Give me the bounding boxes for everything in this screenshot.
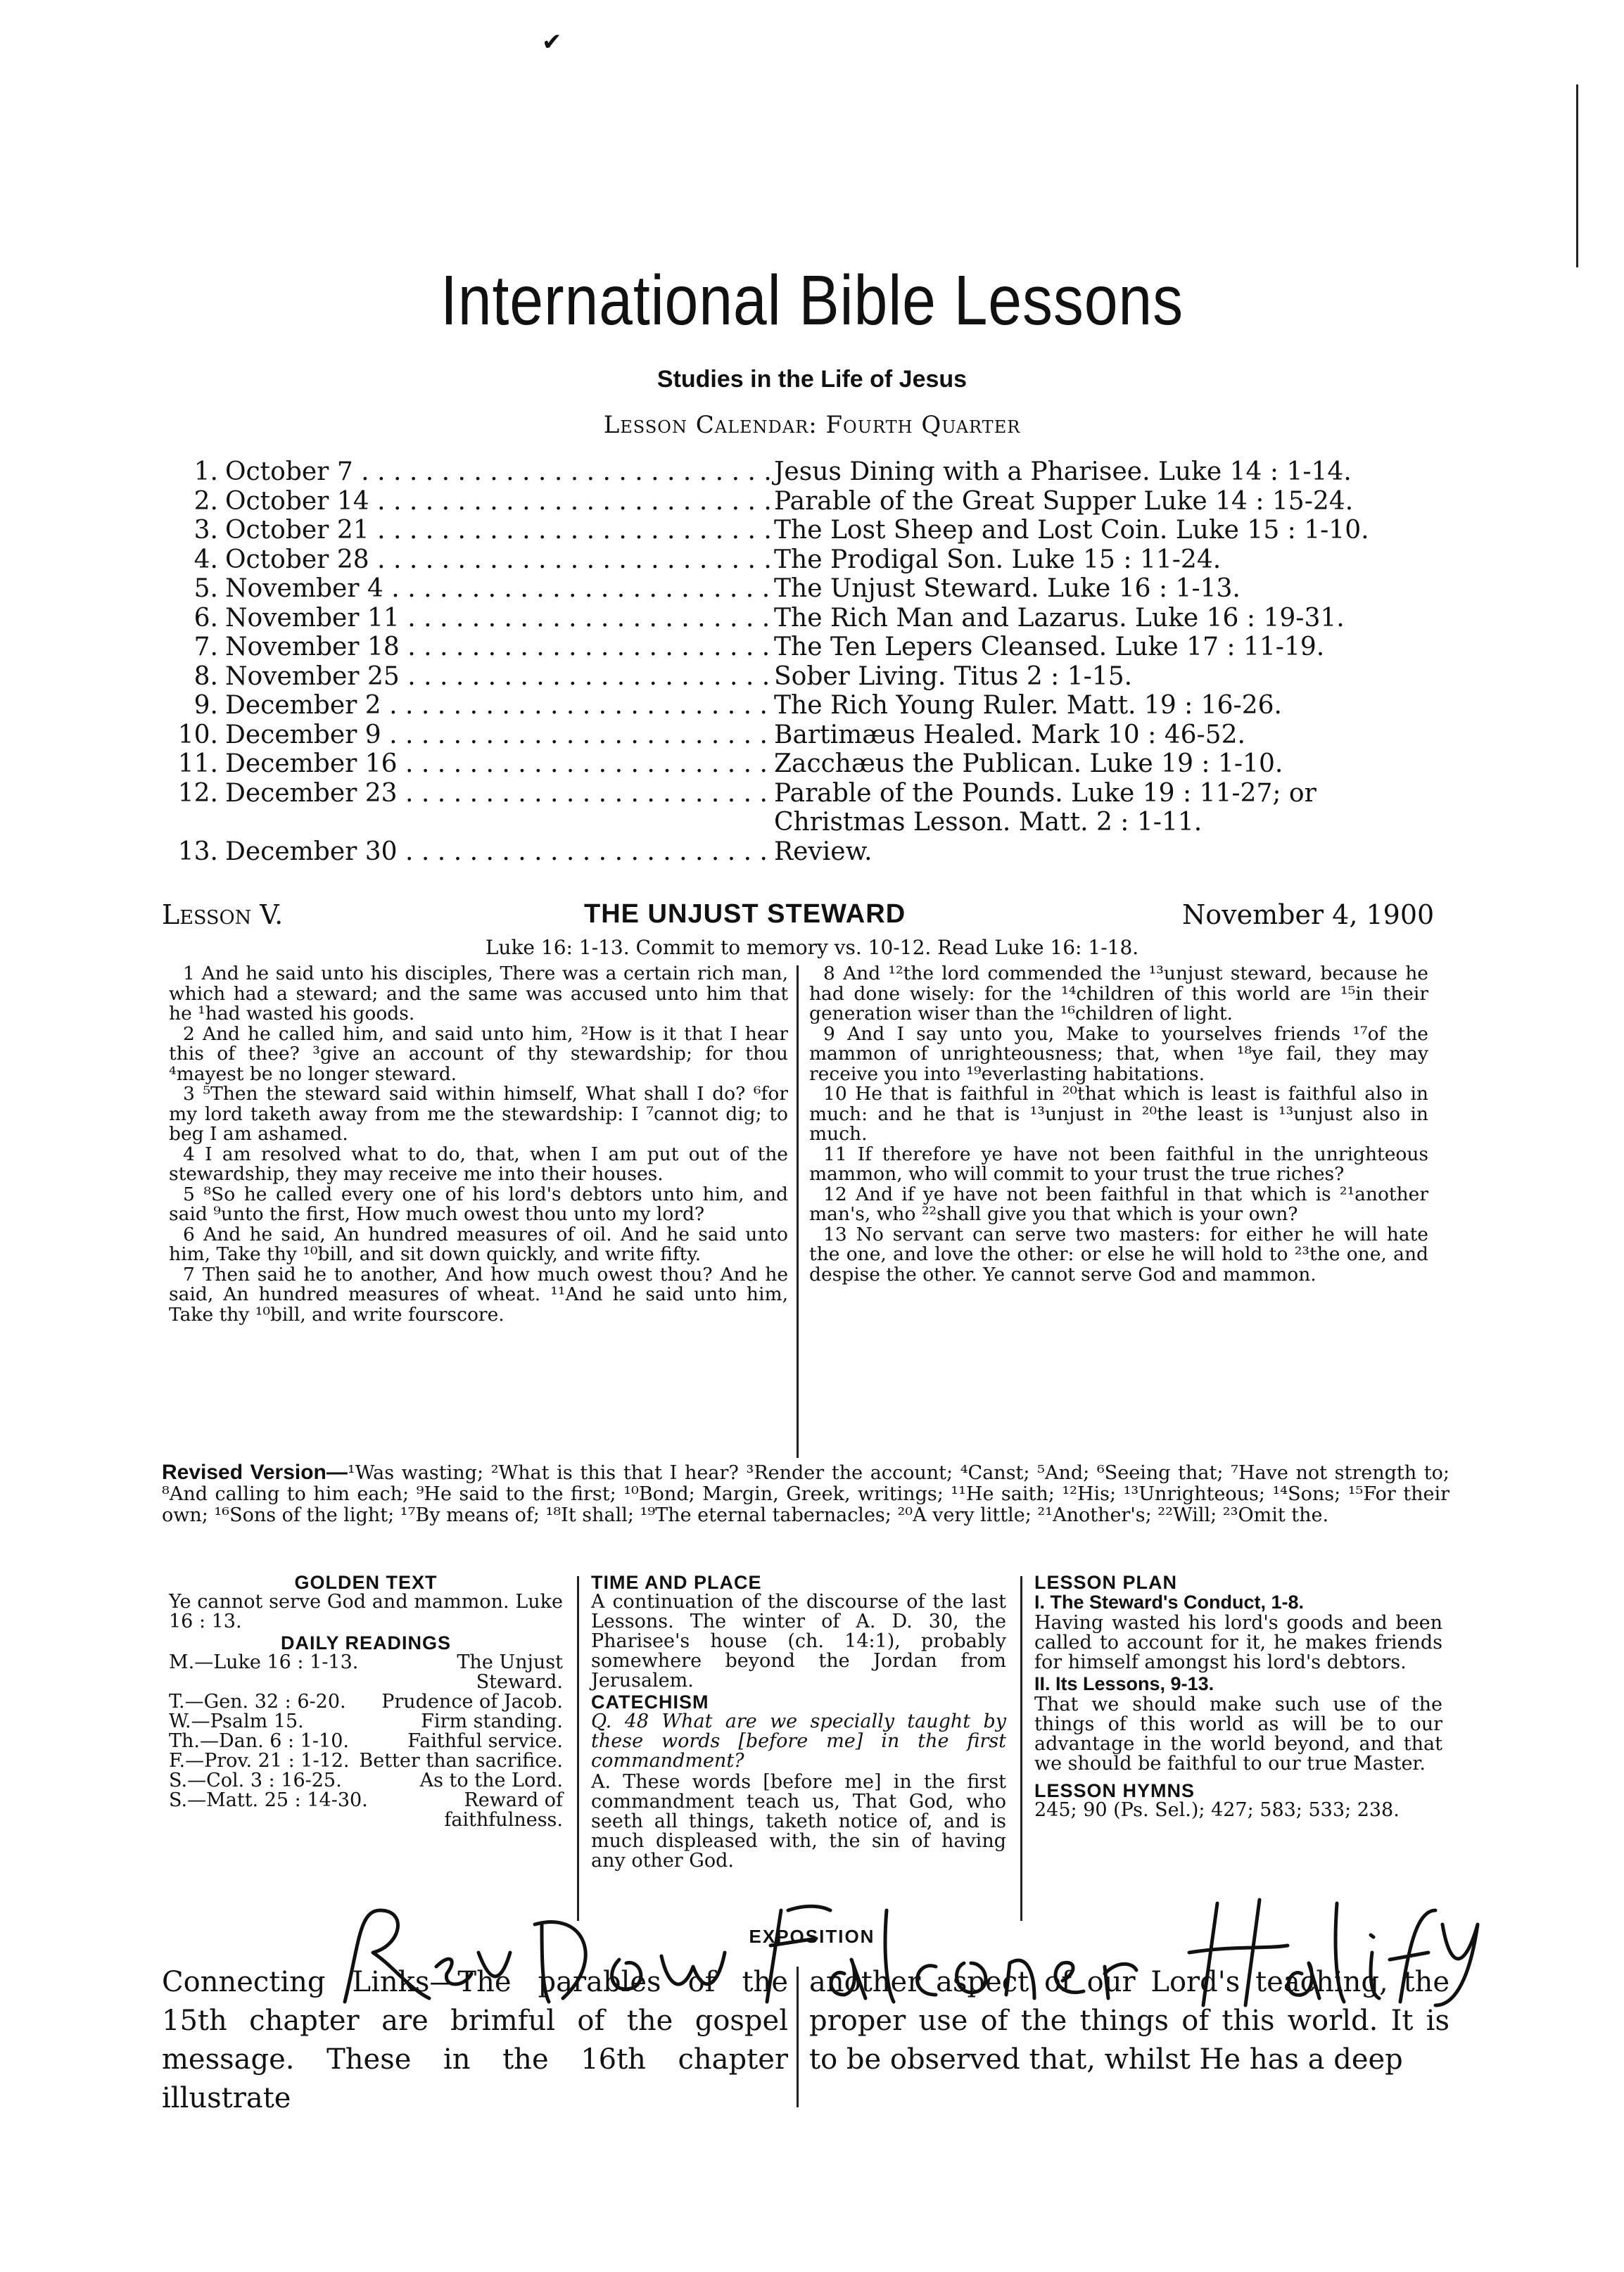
plan-part2-title: II. Its Lessons, 9-13. <box>1034 1673 1214 1694</box>
scripture-verse: 13 No servant can serve two masters: for either he will hate the one, and love the other: or else he will hold to ²³the one, and despise the other. Ye cannot serve God and mammon. <box>809 1223 1428 1286</box>
lesson-plan-heading: LESSON PLAN <box>1034 1572 1178 1593</box>
calendar-lesson: Sober Living. Titus 2 : 1-15. <box>774 661 1133 691</box>
calendar-lesson: Parable of the Great Supper Luke 14 : 15-24. <box>774 486 1354 516</box>
calendar-date <box>225 662 774 692</box>
calendar-lesson: The Rich Man and Lazarus. Luke 16 : 19-31. <box>774 603 1345 633</box>
golden-text-column <box>169 1573 563 1830</box>
plan-part1-title: I. The Steward's Conduct, 1-8. <box>1034 1592 1304 1613</box>
calendar-row <box>176 837 1464 867</box>
catechism-question: Q. 48 What are we specially taught by these words [before me] in the first commandment? <box>591 1711 1006 1772</box>
scripture-verse: 1 And he said unto his disciples, There was a certain rich man, which had a steward; and the same was accused unto him that he ¹had wasted his goods. <box>169 963 788 1024</box>
calendar-number: 4. <box>194 545 218 574</box>
calendar-date <box>225 516 774 545</box>
calendar-number: 6. <box>194 603 218 633</box>
plan-part2-text: That we should make such use of the things of this world as will be to our advantage in the world beyond, and that we should be faithful to our true Master. <box>1034 1694 1442 1775</box>
calendar-date <box>225 633 774 662</box>
calendar-number: 2. <box>194 486 218 516</box>
scripture-verse: 3 ⁵Then the steward said within himself, What shall I do? ⁶for my lord taketh away from me the stewardship: I ⁷cannot dig; to beg I am ashamed. <box>169 1083 788 1145</box>
calendar-date-text: October 7 <box>225 457 353 486</box>
exposition-heading: EXPOSITION <box>749 1926 875 1947</box>
daily-readings-heading: DAILY READINGS <box>280 1632 452 1654</box>
calendar-row <box>176 749 1464 779</box>
calendar-date <box>225 545 774 575</box>
scripture-left-column <box>169 964 788 1325</box>
daily-reading <box>169 1751 563 1771</box>
time-place-text: A continuation of the discourse of the last Lessons. The winter of A. D. 30, the Pharisee's house (ch. 14:1), probably somewhere beyond the Jordan from Jerusalem. <box>591 1591 1006 1692</box>
reading-title: As to the Lord. <box>419 1770 563 1791</box>
reading-reference: Th.—Dan. 6 : 1-10. <box>169 1730 349 1752</box>
calendar-number: 9. <box>194 691 218 720</box>
reading-reference: F.—Prov. 21 : 1-12. <box>169 1750 350 1772</box>
catechism-heading: CATECHISM <box>591 1692 709 1713</box>
lesson-hymns-text: 245; 90 (Ps. Sel.); 427; 583; 533; 238. <box>1034 1799 1400 1821</box>
calendar-number: 13. <box>177 837 218 866</box>
calendar-number: 12. <box>177 778 218 808</box>
calendar-date-text: December 16 <box>225 749 398 778</box>
reading-title: Reward of faithfulness. <box>444 1789 563 1831</box>
calendar-row <box>176 808 1464 837</box>
scripture-verse: 2 And he called him, and said unto him, ²How is it that I hear this of thee? ³give an account of thy stewardship; for thou ⁴mayest be no longer steward. <box>169 1022 788 1085</box>
calendar-date-text: November 18 <box>225 633 400 661</box>
lesson-title: THE UNJUST STEWARD <box>584 899 906 929</box>
daily-reading <box>169 1692 563 1712</box>
calendar-date-text: December 2 <box>225 691 381 720</box>
page-subtitle: Studies in the Life of Jesus <box>656 366 968 393</box>
reading-reference: M.—Luke 16 : 1-13. <box>169 1651 359 1673</box>
calendar-date-text: October 14 <box>225 486 369 516</box>
calendar-date <box>225 457 774 487</box>
calendar-date-text: November 25 <box>225 661 400 691</box>
calendar-date <box>225 721 774 750</box>
scripture-right-column <box>809 964 1428 1285</box>
daily-reading <box>169 1791 563 1830</box>
scripture-verse: 12 And if ye have not been faithful in that which is ²¹another man's, who ²²shall give you that which is your own? <box>809 1183 1428 1225</box>
scripture-verse: 6 And he said, An hundred measures of oil. And he said unto him, Take thy ¹⁰bill, and sit down quickly, and write fifty. <box>169 1223 788 1265</box>
calendar-lesson: Jesus Dining with a Pharisee. Luke 14 : 1-14. <box>774 457 1352 486</box>
plan-part1-text: Having wasted his lord's goods and been called to account for it, he makes friends for himself amongst his lord's debtors. <box>1034 1612 1442 1673</box>
calendar-date-text: December 23 <box>225 778 398 808</box>
calendar-lesson: The Unjust Steward. Luke 16 : 1-13. <box>774 574 1241 603</box>
lesson-label: Lesson V. <box>162 899 284 930</box>
reading-reference: S.—Matt. 25 : 14-30. <box>169 1789 368 1811</box>
lesson-hymns-heading: LESSON HYMNS <box>1034 1780 1195 1801</box>
calendar-date-text: October 28 <box>225 545 369 574</box>
scripture-verse: 10 He that is faithful in ²⁰that which is least is faithful also in much: and he that is ¹³unjust in ²⁰the least is ¹³unjust also in much. <box>809 1083 1428 1145</box>
calendar-lesson: The Lost Sheep and Lost Coin. Luke 15 : 1-10. <box>774 516 1369 545</box>
calendar-row <box>176 633 1464 662</box>
calendar-date <box>225 749 774 779</box>
calendar-number: 7. <box>194 633 218 661</box>
golden-text: Ye cannot serve God and mammon. Luke 16 : 13. <box>169 1591 563 1632</box>
reading-title: Better than sacrifice. <box>359 1750 563 1772</box>
time-place-heading: TIME AND PLACE <box>591 1572 762 1593</box>
calendar-number: 3. <box>194 516 218 545</box>
calendar-date-text: December 30 <box>225 837 398 866</box>
scripture-verse: 9 And I say unto you, Make to yourselves friends ¹⁷of the mammon of unrighteousness; that, when ¹⁸ye fail, they may receive you into ¹⁹everlasting habitations. <box>809 1022 1428 1085</box>
daily-reading <box>169 1732 563 1751</box>
handwritten-signature <box>331 1882 1492 2009</box>
calendar-row <box>176 574 1464 604</box>
reading-title: Faithful service. <box>407 1730 563 1752</box>
lesson-plan-column <box>1034 1573 1442 1822</box>
calendar-row <box>176 779 1464 808</box>
calendar-row <box>176 662 1464 692</box>
page-title: International Bible Lessons <box>440 261 1184 340</box>
print-mark: ✔ <box>542 28 562 56</box>
calendar-lesson: Zacchæus the Publican. Luke 19 : 1-10. <box>774 749 1283 778</box>
calendar-lesson: The Rich Young Ruler. Matt. 19 : 16-26. <box>774 691 1282 720</box>
calendar-row <box>176 691 1464 721</box>
scripture-verse: 7 Then said he to another, And how much owest thou? And he said, An hundred measures of wheat. ¹¹And he said unto him, Take thy ¹⁰bill, and write fourscore. <box>169 1263 788 1326</box>
column-divider <box>1020 1576 1022 1921</box>
exposition-left-column: Connecting Links—The parables of the 15th chapter are brimful of the gospel message. These in the 16th chapter illustrate <box>162 1966 788 2114</box>
column-divider <box>797 965 799 1458</box>
lesson-calendar <box>176 457 1464 866</box>
exposition-right-column: another aspect of our Lord's teaching, the proper use of the things of this world. It is to be observed that, whilst He has a deep <box>809 1966 1449 2076</box>
reading-reference: T.—Gen. 32 : 6-20. <box>169 1691 346 1713</box>
calendar-date <box>225 574 774 604</box>
calendar-lesson: Bartimæus Healed. Mark 10 : 46-52. <box>774 720 1245 749</box>
calendar-date <box>225 779 774 808</box>
column-divider <box>577 1576 579 1921</box>
calendar-row <box>176 604 1464 633</box>
calendar-date-text: December 9 <box>225 720 381 749</box>
calendar-row <box>176 516 1464 545</box>
revised-version <box>162 1462 1449 1526</box>
catechism-answer: A. These words [before me] in the first commandment teach us, That God, who seeth all things, taketh notice of, and is much displeased with, the sin of having any other God. <box>591 1771 1006 1872</box>
golden-text-heading: GOLDEN TEXT <box>294 1572 438 1593</box>
daily-reading <box>169 1771 563 1791</box>
reading-title: Prudence of Jacob. <box>381 1691 563 1713</box>
scripture-verse: 8 And ¹²the lord commended the ¹³unjust steward, because he had done wisely: for the ¹⁴children of this world are ¹⁵in their generation wiser than the ¹⁶children of light. <box>809 963 1428 1024</box>
calendar-row <box>176 721 1464 750</box>
scripture-verse: 5 ⁸So he called every one of his lord's debtors unto him, and said ⁹unto the first, How much owest thou unto my lord? <box>169 1183 788 1225</box>
calendar-number: 1. <box>194 457 218 486</box>
daily-reading <box>169 1653 563 1692</box>
reading-reference: S.—Col. 3 : 16-25. <box>169 1770 342 1791</box>
reading-reference: W.—Psalm 15. <box>169 1711 304 1732</box>
scripture-verse: 4 I am resolved what to do, that, when I am put out of the stewardship, they may receive me into their houses. <box>169 1143 788 1185</box>
revised-text: ¹Was wasting; ²What is this that I hear? ³Render the account; ⁴Canst; ⁵And; ⁶Seeing that; ⁷Have not strength to; ⁸And calling to him each; ⁹He said to the first; ¹⁰Bond; Margin, Greek, writings; ¹¹He saith; ¹²His; ¹³Unrighteous; ¹⁴Sons; ¹⁵For their own; ¹⁶Sons of the light; ¹⁷By means of; ¹⁸It shall; ¹⁹The eternal tabernacles; ²⁰A very little; ²¹Another's; ²²Will; ²³Omit the. <box>162 1462 1449 1526</box>
calendar-date <box>225 691 774 721</box>
calendar-date <box>225 487 774 516</box>
calendar-date-text: November 4 <box>225 574 383 603</box>
calendar-date <box>225 604 774 633</box>
daily-reading <box>169 1712 563 1732</box>
time-place-column <box>591 1573 1006 1872</box>
lesson-date: November 4, 1900 <box>1182 899 1435 930</box>
calendar-row <box>176 487 1464 516</box>
calendar-number: 10. <box>177 720 218 749</box>
daily-readings-list <box>169 1653 563 1830</box>
reading-title: The Unjust Steward. <box>457 1651 563 1693</box>
calendar-lesson: Parable of the Pounds. Luke 19 : 11-27; or <box>774 778 1317 808</box>
calendar-lesson: The Ten Lepers Cleansed. Luke 17 : 11-19. <box>774 633 1325 661</box>
calendar-row <box>176 457 1464 487</box>
calendar-date-text: October 21 <box>225 516 369 545</box>
calendar-row <box>176 545 1464 575</box>
reading-title: Firm standing. <box>421 1711 563 1732</box>
calendar-heading: Lesson Calendar: Fourth Quarter <box>603 411 1021 439</box>
revised-label: Revised Version— <box>162 1461 348 1484</box>
calendar-number: 5. <box>194 574 218 603</box>
calendar-number: 11. <box>177 749 218 778</box>
calendar-lesson: Review. <box>774 837 873 866</box>
scripture-verse: 11 If therefore ye have not been faithful in the unrighteous mammon, who will commit to your trust the true riches? <box>809 1143 1428 1185</box>
calendar-number: 8. <box>194 661 218 691</box>
edge-line <box>1576 84 1578 267</box>
calendar-lesson: Christmas Lesson. Matt. 2 : 1-11. <box>774 808 1203 837</box>
calendar-date-text: November 11 <box>225 603 400 633</box>
calendar-date <box>225 837 774 867</box>
calendar-lesson: The Prodigal Son. Luke 15 : 11-24. <box>774 545 1222 574</box>
lesson-reference: Luke 16: 1-13. Commit to memory vs. 10-12. Read Luke 16: 1-18. <box>485 936 1139 959</box>
